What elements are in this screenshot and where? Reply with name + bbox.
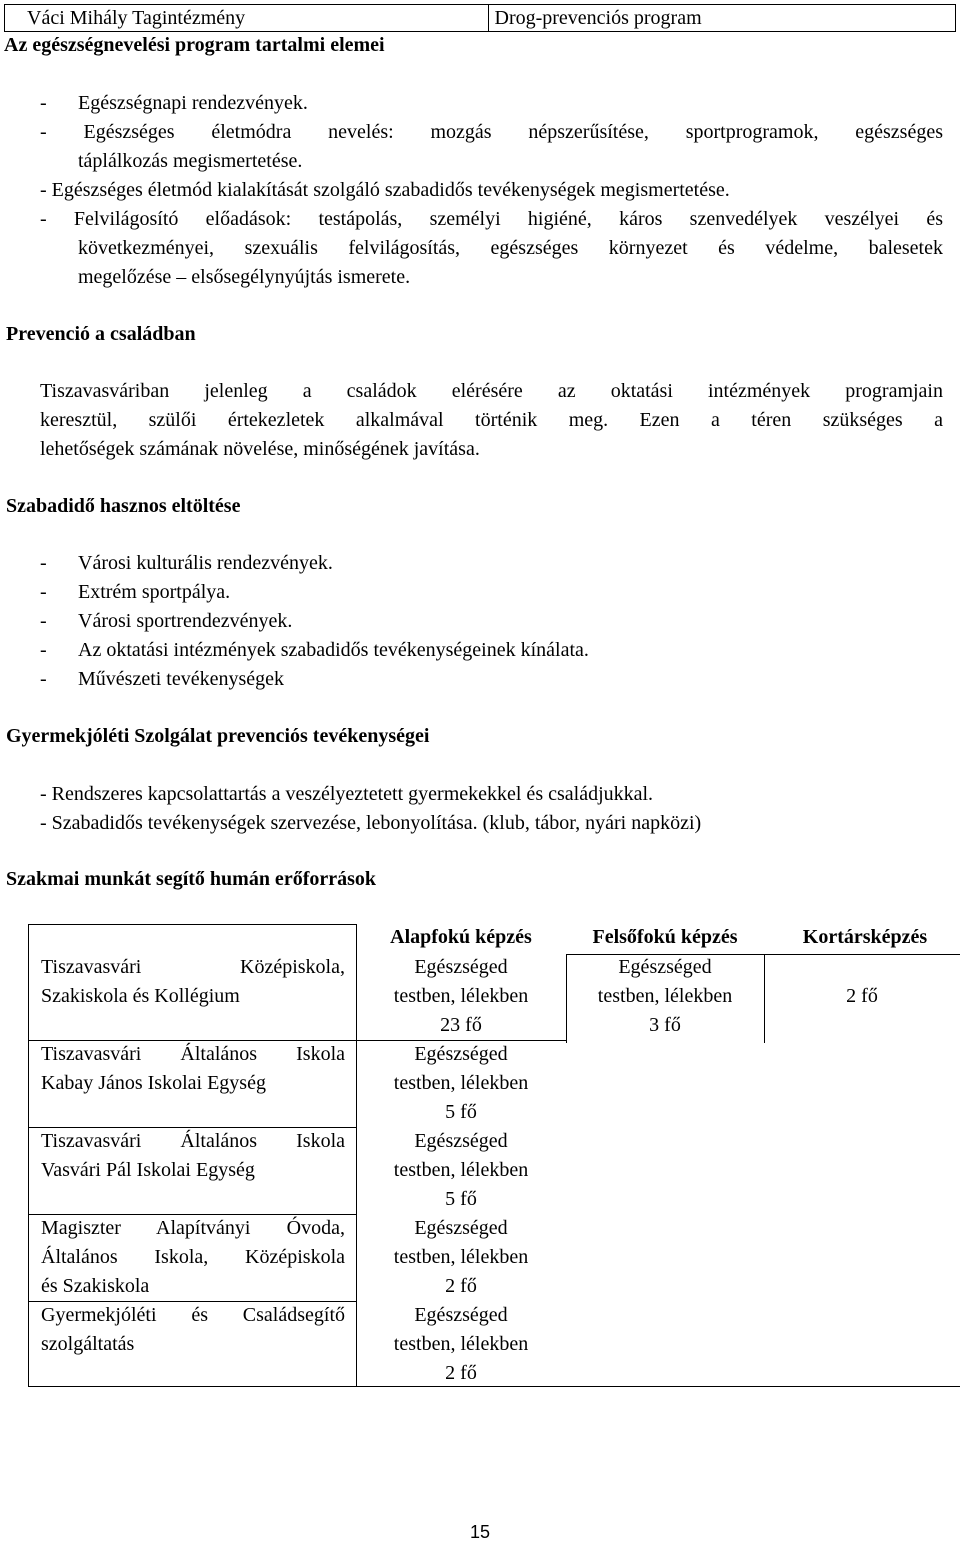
participant-count: 2 fő <box>445 1362 477 1384</box>
program-name-line: testben, lélekben <box>393 1159 529 1181</box>
child-welfare-item-1: - Rendszeres kapcsolattartás a veszélyeztetett gyermekekkel és családjukkal. <box>40 783 654 805</box>
leisure-item <box>40 668 284 691</box>
column-header-peer: Kortársképzés <box>802 926 928 948</box>
institution-cell <box>41 1127 345 1185</box>
leisure-item <box>40 639 589 662</box>
program-name-line: Egészséged <box>414 1043 508 1065</box>
institution-name-line: Általános Iskola, Középiskola <box>41 1246 345 1268</box>
institution-cell <box>41 1214 345 1301</box>
program-item-text: Egészségnapi rendezvények. <box>78 92 308 114</box>
basic-training-cell <box>356 1127 566 1214</box>
participant-count: 2 fő <box>445 1275 477 1297</box>
bullet-dash: - <box>40 92 47 114</box>
leisure-item-text: Művészeti tevékenységek <box>78 668 285 690</box>
basic-training-cell <box>356 953 566 1040</box>
program-name-line: Egészséged <box>618 956 712 978</box>
participant-count: 23 fő <box>440 1014 482 1036</box>
section-heading-leisure: Szabadidő hasznos eltöltése <box>6 495 241 517</box>
institution-cell <box>41 953 345 1011</box>
family-para-line-1: Tiszavasváriban jelenleg a családok elérésére az oktatási intézmények programjain <box>40 380 943 402</box>
program-item-4-cont1: következményei, szexuális felvilágosítás, egészséges környezet és védelme, balesetek <box>78 237 943 259</box>
program-item-2: - Egészséges életmódra nevelés: mozgás népszerűsítése, sportprogramok, egészséges <box>40 121 943 143</box>
program-item-2-cont: táplálkozás megismertetése. <box>78 150 303 172</box>
program-name-line: testben, lélekben <box>597 985 733 1007</box>
bullet-dash: - <box>40 668 47 690</box>
page-header <box>4 4 956 32</box>
participant-count: 2 fő <box>846 985 878 1007</box>
program-name-line: Egészséged <box>414 956 508 978</box>
institution-cell <box>41 1301 345 1359</box>
leisure-item-text: Városi sportrendezvények. <box>78 610 293 632</box>
page-title: Az egészségnevelési program tartalmi elemei <box>4 34 385 56</box>
institution-name-line: Gyermekjóléti és Családsegítő <box>41 1304 345 1326</box>
institution-name-line: Tiszavasvári Általános Iskola <box>41 1043 345 1065</box>
leisure-item-text: Extrém sportpálya. <box>78 581 231 603</box>
bullet-dash: - <box>40 610 47 632</box>
program-item-3: - Egészséges életmód kialakítását szolgáló szabadidős tevékenységek megismertetése. <box>40 179 730 201</box>
header-left: Váci Mihály Tagintézmény <box>27 6 246 29</box>
family-para-line-3: lehetőségek számának növelése, minőségének javítása. <box>40 438 480 460</box>
participant-count: 5 fő <box>445 1101 477 1123</box>
basic-training-cell <box>356 1301 566 1388</box>
institution-name-line: Vasvári Pál Iskolai Egység <box>41 1159 255 1181</box>
peer-training-cell <box>764 982 960 1011</box>
page-number: 15 <box>469 1522 491 1542</box>
institution-name-line: szolgáltatás <box>41 1333 135 1355</box>
bullet-dash: - <box>40 639 47 661</box>
institution-name-line: Szakiskola és Kollégium <box>41 985 240 1007</box>
higher-training-cell <box>566 953 764 1040</box>
leisure-item <box>40 581 230 604</box>
leisure-item <box>40 610 292 633</box>
institution-cell <box>41 1040 345 1098</box>
program-name-line: testben, lélekben <box>393 985 529 1007</box>
institution-name-line: Tiszavasvári Általános Iskola <box>41 1130 345 1152</box>
bullet-dash: - <box>40 552 47 574</box>
program-name-line: Egészséged <box>414 1304 508 1326</box>
leisure-item-text: Az oktatási intézmények szabadidős tevékenységeinek kínálata. <box>78 639 589 661</box>
column-header-higher: Felsőfokú képzés <box>592 926 738 948</box>
program-item-1 <box>40 92 308 115</box>
program-name-line: Egészséged <box>414 1217 508 1239</box>
institution-name-line: Magiszter Alapítványi Óvoda, <box>41 1217 345 1239</box>
section-heading-child-welfare: Gyermekjóléti Szolgálat prevenciós tevékenységei <box>6 725 430 747</box>
basic-training-cell <box>356 1040 566 1127</box>
program-name-line: testben, lélekben <box>393 1072 529 1094</box>
family-para-line-2: keresztül, szülői értekezletek alkalmával történik meg. Ezen a téren szükséges a <box>40 409 943 431</box>
program-name-line: Egészséged <box>414 1130 508 1152</box>
bullet-dash: - <box>40 581 47 603</box>
table-top-border <box>28 924 356 925</box>
institution-name-line: Kabay János Iskolai Egység <box>41 1072 266 1094</box>
basic-training-cell <box>356 1214 566 1301</box>
child-welfare-item-2: - Szabadidős tevékenységek szervezése, lebonyolítása. (klub, tábor, nyári napközi) <box>40 812 702 834</box>
participant-count: 3 fő <box>649 1014 681 1036</box>
institution-name-line: Tiszavasvári Középiskola, <box>41 956 345 978</box>
program-item-4: - Felvilágosító előadások: testápolás, személyi higiéné, káros szenvedélyek veszélyei és <box>40 208 943 230</box>
header-right: Drog-prevenciós program <box>488 5 956 31</box>
program-name-line: testben, lélekben <box>393 1333 529 1355</box>
leisure-item <box>40 552 333 575</box>
participant-count: 5 fő <box>445 1188 477 1210</box>
institution-name-line: és Szakiskola <box>41 1275 150 1297</box>
program-name-line: testben, lélekben <box>393 1246 529 1268</box>
section-heading-resources: Szakmai munkát segítő humán erőforrások <box>6 868 377 890</box>
column-header-basic: Alapfokú képzés <box>390 926 532 948</box>
leisure-item-text: Városi kulturális rendezvények. <box>78 552 333 574</box>
program-item-4-cont2: megelőzése – elsősegélynyújtás ismerete. <box>78 266 411 288</box>
section-heading-family: Prevenció a családban <box>6 323 196 345</box>
